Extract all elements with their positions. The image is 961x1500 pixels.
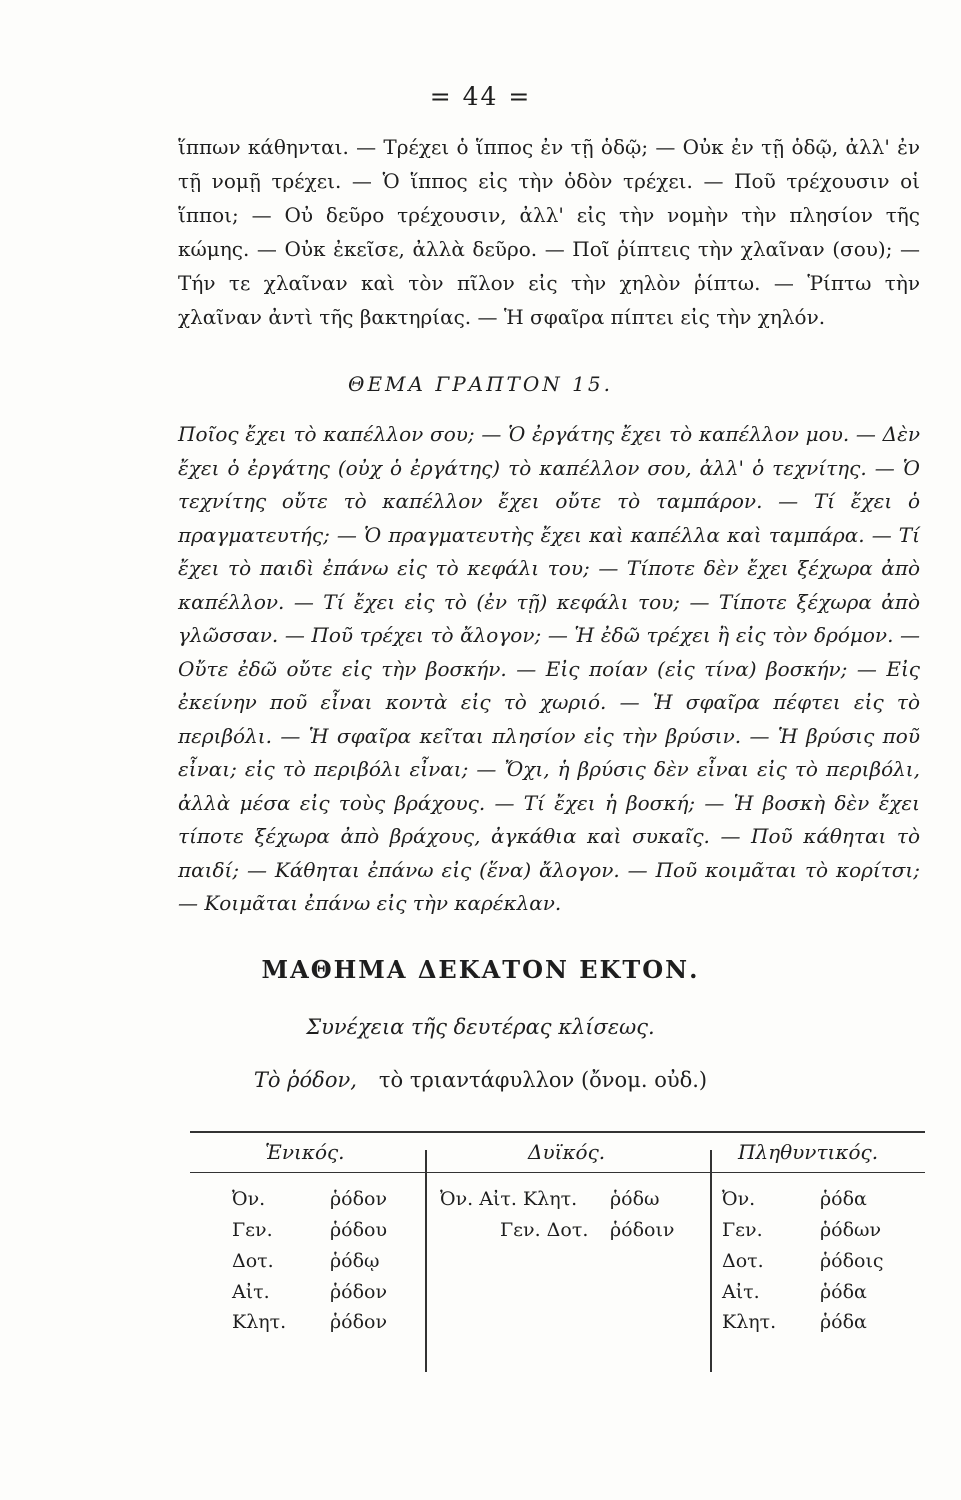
declined-form: ῥόδον [330, 1188, 388, 1210]
case-label: Γεν. [722, 1219, 763, 1241]
case-label: Ὀν. [722, 1188, 756, 1210]
table-top-rule [190, 1131, 925, 1133]
table-header-rule [190, 1172, 925, 1173]
noun-word: Τὸ ῥόδον, [253, 1068, 357, 1092]
case-label: Δοτ. [722, 1250, 764, 1272]
column-header-plural: Πληθυντικός. [738, 1140, 879, 1164]
noun-gloss: τὸ τριαντάφυλλον (ὄνομ. οὐδ.) [378, 1068, 708, 1092]
column-header-singular: Ἑνικός. [265, 1140, 345, 1164]
column-divider [425, 1150, 427, 1372]
noun-definition [0, 1068, 961, 1092]
declined-form: ῥόδῳ [330, 1250, 380, 1272]
case-label: Γεν. [232, 1219, 273, 1241]
declined-form: ῥόδοιν [610, 1219, 675, 1241]
case-label: Αἰτ. [722, 1281, 760, 1303]
case-label: Δοτ. [232, 1250, 274, 1272]
declined-form: ῥόδων [820, 1219, 882, 1241]
case-label: Ὀν. [232, 1188, 266, 1210]
declined-form: ῥόδα [820, 1188, 867, 1210]
page-number: = 44 = [429, 82, 532, 111]
declined-form: ῥόδα [820, 1281, 867, 1303]
lesson-title: ΜΑΘΗΜΑ ΔΕΚΑΤΟΝ ΕΚΤΟΝ. [261, 955, 700, 984]
case-label: Κλητ. [232, 1311, 287, 1333]
case-label: Γεν. Δοτ. [500, 1219, 589, 1241]
lesson-subtitle: Συνέχεια τῆς δευτέρας κλίσεως. [306, 1015, 655, 1039]
declined-form: ῥόδα [820, 1311, 867, 1333]
written-exercise-heading: ΘΕΜΑ ΓΡΑΠΤΟΝ 15. [348, 372, 613, 396]
declined-form: ῥόδοις [820, 1250, 884, 1272]
declined-form: ῥόδον [330, 1281, 388, 1303]
column-header-dual: Δυϊκός. [528, 1140, 606, 1164]
exercise-paragraph: ἵππων κάθηνται. — Τρέχει ὁ ἵππος ἐν τῇ ὁδῷ; — Οὐκ ἐν τῇ ὁδῷ, ἀλλ' ἐν τῇ νομῇ τρέχει. — Ὁ ἵππος εἰς τὴν ὁδὸν τρέχει. — Ποῦ τρέχουσιν οἱ ἵπποι; — Οὐ δεῦρο τρέχουσιν, ἀλλ' εἰς τὴν νομὴν τὴν πλησίον τῆς κώμης. — Οὐκ ἐκεῖσε, ἀλλὰ δεῦρο. — Ποῖ ῥίπτεις τὴν χλαῖναν (σου); — Τήν τε χλαῖναν καὶ τὸν πῖλον εἰς τὴν χηλὸν ῥίπτω. — Ῥίπτω τὴν χλαῖναν ἀντὶ τῆς βακτηρίας. — Ἡ σφαῖρα πίπτει εἰς τὴν χηλόν. [178, 135, 920, 329]
case-label: Αἰτ. [232, 1281, 270, 1303]
declined-form: ῥόδον [330, 1311, 388, 1333]
case-label: Ὀν. Αἰτ. Κλητ. [440, 1188, 578, 1210]
column-divider [710, 1150, 712, 1372]
written-exercise-text: Ποῖος ἔχει τὸ καπέλλον σου; — Ὁ ἐργάτης ἔχει τὸ καπέλλον μου. — Δὲν ἔχει ὁ ἐργάτης (οὐχ ὁ ἐργάτης) τὸ καπέλλον σου, ἀλλ' ὁ τεχνίτης. — Ὁ τεχνίτης οὔτε τὸ καπέλλον ἔχει οὔτε τὸ ταμπάρον. — Τί ἔχει ὁ πραγματευτής; — Ὁ πραγματευτὴς ἔχει καὶ καπέλλα καὶ ταμπάρα. — Τί ἔχει τὸ παιδὶ ἐπάνω εἰς τὸ κεφάλι του; — Τίποτε δὲν ἔχει ξέχωρα ἀπὸ καπέλλον. — Τί ἔχει εἰς τὸ (ἐν τῇ) κεφάλι του; — Τίποτε ξέχωρα ἀπὸ γλῶσσαν. — Ποῦ τρέχει τὸ ἄλογον; — Ἡ ἐδῶ τρέχει ἢ εἰς τὸν δρόμον. — Οὔτε ἐδῶ οὔτε εἰς τὴν βοσκήν. — Εἰς ποίαν (εἰς τίνα) βοσκήν; — Εἰς ἐκείνην ποῦ εἶναι κοντὰ εἰς τὸ χωριό. — Ἡ σφαῖρα πέφτει εἰς τὸ περιβόλι. — Ἡ σφαῖρα κεῖται πλησίον εἰς τὴν βρύσιν. — Ἡ βρύσις ποῦ εἶναι; εἰς τὸ περιβόλι εἶναι; — Ὄχι, ἡ βρύσις δὲν εἶναι εἰς τὸ περιβόλι, ἀλλὰ μέσα εἰς τοὺς βράχους. — Τί ἔχει ἡ βοσκή; — Ἡ βοσκὴ δὲν ἔχει τίποτε ξέχωρα ἀπὸ βράχους, ἀγκάθια καὶ συκαῖς. — Ποῦ κάθηται τὸ παιδί; — Κάθηται ἐπάνω εἰς (ἕνα) ἄλογον. — Ποῦ κοιμᾶται τὸ κορίτσι; — Κοιμᾶται ἐπάνω εἰς τὴν καρέκλαν. [178, 422, 920, 915]
declined-form: ῥόδου [330, 1219, 388, 1241]
declined-form: ῥόδω [610, 1188, 660, 1210]
case-label: Κλητ. [722, 1311, 777, 1333]
